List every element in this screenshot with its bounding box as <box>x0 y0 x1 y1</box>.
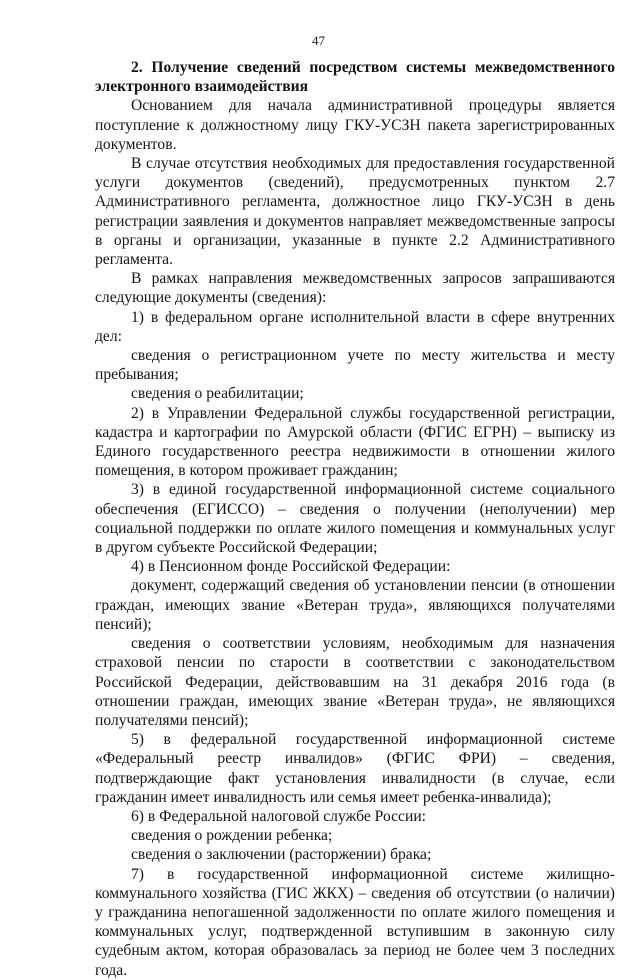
list-item: сведения о регистрационном учете по месту жительства и месту пребывания; <box>95 347 615 384</box>
list-item: сведения о заключении (расторжении) брака; <box>131 846 432 864</box>
list-item: 6) в Федеральной налоговой службе России: <box>131 807 427 825</box>
list-item: сведения о соответствии условиям, необходимым для назначения страховой пенсии по старости в соответствии с законодательством Российской Федерации, действовавшим на 31 декабря 2016 года (в отношении граждан, имеющих звание «Ветеран труда», не являющихся получателями пенсий); <box>95 635 615 729</box>
paragraph: Основанием для начала административной процедуры является поступление к должностному лицу ГКУ-УСЗН пакета зарегистрированных документов. <box>95 97 615 153</box>
paragraph: В рамках направления межведомственных запросов запрашиваются следующие документы (сведения): <box>95 270 615 307</box>
list-item: 2) в Управлении Федеральной службы государственной регистрации, кадастра и картографии по Амурской области (ФГИС ЕГРН) – выписку из Единого государственного реестра недвижимости в отношении жилого помещения, в котором проживает гражданин; <box>95 404 615 480</box>
list-item: 5) в федеральной государственной информационной системе «Федеральный реестр инвалидов» (ФГИС ФРИ) – сведения, подтверждающие факт установления инвалидности (в случае, если гражданин имеет инвалидность или семья имеет ребенка-инвалида); <box>95 731 615 806</box>
list-item: документ, содержащий сведения об установлении пенсии (в отношении граждан, имеющих звание «Ветеран труда», являющихся получателями пенсий); <box>95 577 615 633</box>
list-item: 7) в государственной информационной системе жилищно-коммунального хозяйства (ГИС ЖКХ) – сведения об отсутствии (о наличии) у гражданина непогашенной задолженности по оплате жилого помещения и коммунальных услуг, подтвержденной вступившим в законную силу судебным актом, которая образовалась за период не более чем 3 последних года. <box>95 865 615 979</box>
page-content <box>95 58 615 980</box>
page-number: 47 <box>312 33 325 48</box>
list-item: сведения о рождении ребенка; <box>131 827 333 845</box>
list-item: 1) в федеральном органе исполнительной власти в сфере внутренних дел: <box>95 308 615 345</box>
list-item: 4) в Пенсионном фонде Российской Федерации: <box>131 558 451 576</box>
list-item: 3) в единой государственной информационной системе социального обеспечения (ЕГИССО) – сведения о получении (неполучении) мер социальной поддержки по оплате жилого помещения и коммунальных услуг в другом субъекте Российской Федерации; <box>95 481 615 557</box>
section-heading: 2. Получение сведений посредством системы межведомственного электронного взаимодействия <box>95 59 615 96</box>
paragraph: В случае отсутствия необходимых для предоставления государственной услуги документов (сведений), предусмотренных пунктом 2.7 Административного регламента, должностное лицо ГКУ-УСЗН в день регистрации заявления и документов направляет межведомственные запросы в органы и организации, указанные в пункте 2.2 Административного регламента. <box>95 155 615 269</box>
list-item: сведения о реабилитации; <box>131 385 304 403</box>
